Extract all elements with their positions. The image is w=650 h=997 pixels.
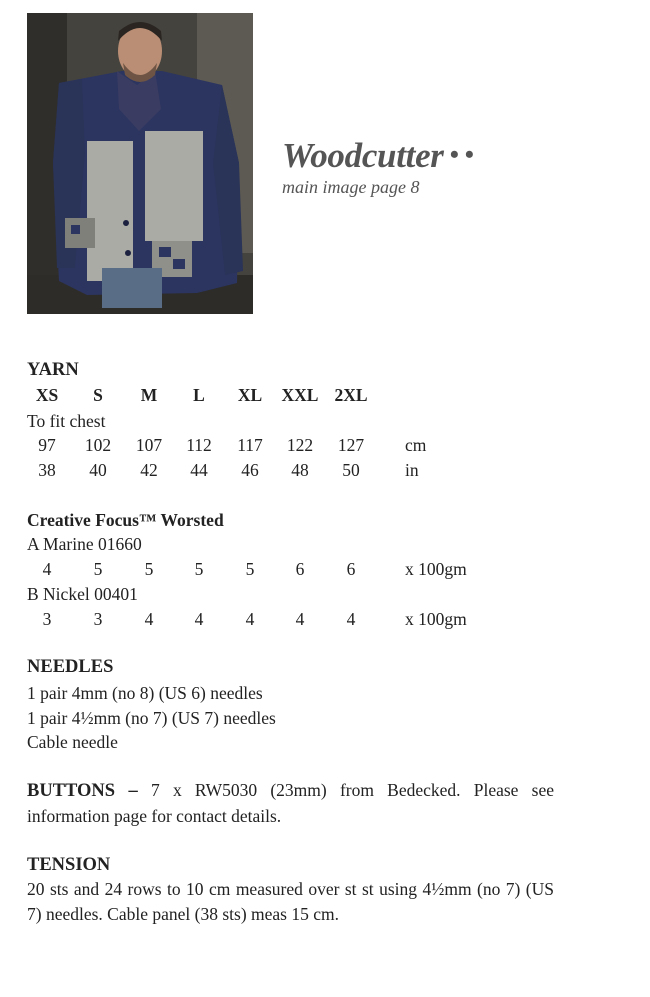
size-label: M [140,385,158,405]
colour-b-qty: 4 [245,609,255,629]
chest-in-value: 50 [342,460,360,480]
colour-b-qty: 4 [295,609,305,629]
pattern-title [282,135,473,176]
colour-a-qty-row [0,558,650,580]
colour-a-qty: 5 [194,559,204,579]
colour-a-qty: 4 [42,559,52,579]
chest-in-value: 40 [89,460,107,480]
chest-cm-value: 112 [186,435,212,455]
sizes-row [0,384,650,406]
chest-in-value: 42 [140,460,158,480]
colour-b-qty: 4 [194,609,204,629]
colour-a-qty: 6 [346,559,356,579]
buttons-heading: BUTTONS – [27,781,138,801]
colour-a-qty: 5 [144,559,154,579]
needle-item: Cable needle [27,732,118,752]
difficulty-rating: • • [449,140,474,169]
size-label: 2XL [334,385,368,405]
colour-a-label: A Marine 01660 [27,534,142,554]
colour-a-qty: 5 [93,559,103,579]
buttons-text: 7 x RW5030 (23mm) from Bedecked. Please see information page for contact details. [27,780,555,826]
colour-b-qty: 3 [93,609,103,629]
size-label: XXL [281,385,319,405]
colour-a-unit: x 100gm [405,559,467,579]
chest-cm-value: 97 [38,435,56,455]
chest-in-unit: in [405,460,419,480]
chest-cm-value: 127 [337,435,365,455]
chest-cm-value: 122 [286,435,314,455]
chest-in-row [0,459,650,481]
size-label: L [193,385,205,405]
chest-cm-row [0,434,650,456]
chest-in-value: 46 [241,460,259,480]
pattern-title-block [282,135,473,198]
size-label: S [93,385,103,405]
pattern-name: Woodcutter [282,136,444,175]
chest-cm-value: 117 [237,435,263,455]
chest-cm-value: 102 [84,435,112,455]
size-label: XL [237,385,263,405]
needles-heading: NEEDLES [27,657,114,677]
colour-b-qty: 4 [346,609,356,629]
needle-item: 1 pair 4½mm (no 7) (US 7) needles [27,708,276,728]
yarn-name: Creative Focus™ Worsted [27,510,224,530]
colour-b-qty-row [0,608,650,630]
colour-b-label: B Nickel 00401 [27,584,138,604]
colour-a-qty: 5 [245,559,255,579]
fit-chest-label: To fit chest [27,411,106,431]
chest-in-value: 48 [291,460,309,480]
size-label: XS [35,385,59,405]
chest-cm-unit: cm [405,435,427,455]
colour-a-qty: 6 [295,559,305,579]
colour-b-qty: 4 [144,609,154,629]
chest-in-value: 44 [190,460,208,480]
pattern-subtitle: main image page 8 [282,177,420,197]
yarn-heading: YARN [27,360,79,380]
colour-b-qty: 3 [42,609,52,629]
chest-cm-value: 107 [135,435,163,455]
colour-b-unit: x 100gm [405,609,467,629]
pattern-photo [27,13,253,314]
tension-heading: TENSION [27,855,111,875]
chest-in-value: 38 [38,460,56,480]
needle-item: 1 pair 4mm (no 8) (US 6) needles [27,683,263,703]
buttons-section [27,778,554,829]
tension-text: 20 sts and 24 rows to 10 cm measured over st st using 4½mm (no 7) (US 7) needles. Cable panel (38 sts) meas 15 cm. [27,879,554,924]
